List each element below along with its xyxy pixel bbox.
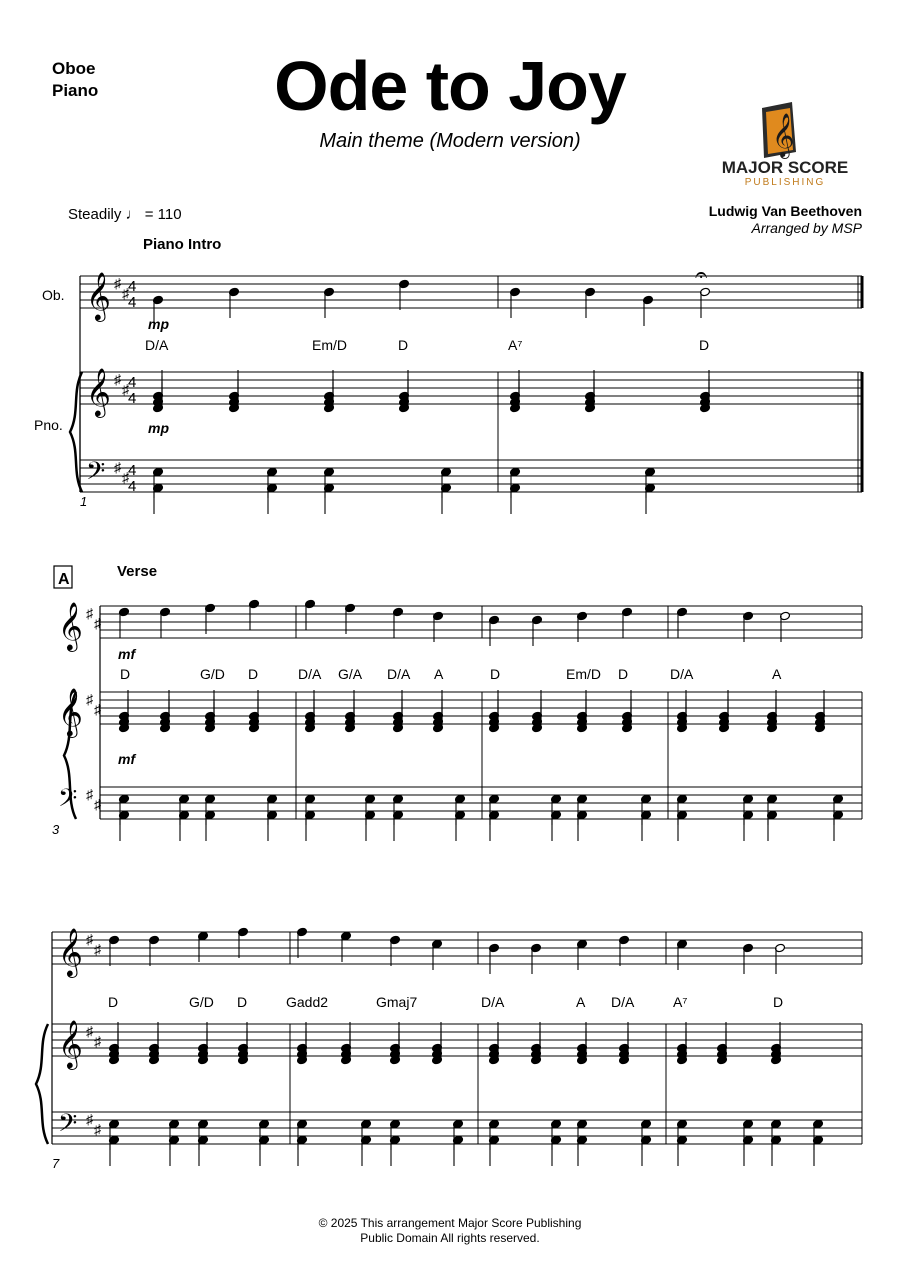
key-signature: ♯ [94, 615, 101, 631]
bass-clef-icon: 𝄢 [86, 458, 106, 491]
measure-number-3: 3 [52, 822, 60, 837]
bass-clef-icon: 𝄢 [58, 785, 78, 818]
rehearsal-mark-a: A [58, 571, 70, 588]
time-sig: 4 [128, 294, 137, 311]
chord-symbol: G/D [189, 994, 214, 1010]
dynamic-mf-piano: mf [118, 751, 136, 767]
chord-symbol: A⁷ [508, 337, 523, 353]
chord-symbol: Em/D [312, 337, 347, 353]
chord-symbol: D/A [611, 994, 635, 1010]
chord-symbol: D/A [670, 666, 694, 682]
chord-symbol: Gmaj7 [376, 994, 418, 1010]
time-sig: 4 [128, 374, 137, 391]
treble-clef-icon: 𝄞 [58, 928, 83, 975]
music-notation [36, 262, 862, 1166]
piano-label: Pno. [34, 417, 63, 433]
dynamic-mp-oboe: mp [148, 316, 169, 332]
composer-name: Ludwig Van Beethoven [708, 203, 862, 219]
publisher-subname: PUBLISHING [744, 177, 826, 188]
key-signature: ♯ [94, 1121, 101, 1137]
chord-symbol: D/A [298, 666, 322, 682]
chord-symbol: A [772, 666, 782, 682]
tempo-value: = 110 [144, 206, 182, 223]
chord-symbol: D [248, 666, 259, 682]
copyright-footer [0, 1216, 900, 1246]
chord-symbol: D [699, 337, 710, 353]
section-piano-intro: Piano Intro [143, 236, 222, 253]
score-title: Ode to Joy [274, 47, 626, 125]
chord-symbol: D [398, 337, 409, 353]
chord-symbol: D [237, 994, 248, 1010]
key-signature: ♯ [86, 691, 93, 707]
chord-symbol: D/A [145, 337, 169, 353]
publisher-name: MAJOR SCORE [721, 158, 849, 177]
arranger-name: Arranged by MSP [751, 220, 862, 236]
chord-symbol: A [434, 666, 444, 682]
key-signature: ♯ [114, 275, 121, 291]
oboe-label: Ob. [42, 287, 65, 303]
treble-clef-icon: 𝄞 [58, 688, 83, 735]
time-sig: 4 [128, 390, 137, 407]
treble-clef-icon: 𝄞 [58, 1020, 83, 1067]
chord-symbol: A [576, 994, 586, 1010]
rights-line: Public Domain All rights reserved. [360, 1231, 540, 1245]
quarter-note-icon: ♩ [125, 206, 141, 223]
fermata-icon: 𝄐 [695, 262, 708, 287]
dynamic-mf-oboe: mf [118, 646, 136, 662]
chord-symbol: D [108, 994, 119, 1010]
brace [36, 1024, 48, 1144]
key-signature: ♯ [94, 1033, 101, 1049]
treble-clef-icon: 𝄞 [772, 115, 795, 157]
score-subtitle: Main theme (Modern version) [319, 130, 581, 152]
key-signature: ♯ [86, 605, 93, 621]
section-verse: Verse [117, 563, 158, 580]
time-sig: 4 [128, 462, 137, 479]
measure-number-1: 1 [80, 494, 88, 509]
measure-number-7: 7 [52, 1156, 60, 1171]
chord-symbol: G/D [200, 666, 225, 682]
key-signature: ♯ [94, 941, 101, 957]
key-signature: ♯ [122, 381, 129, 397]
key-signature: ♯ [86, 1023, 93, 1039]
key-signature: ♯ [114, 459, 121, 475]
key-signature: ♯ [86, 786, 93, 802]
key-signature: ♯ [122, 285, 129, 301]
chord-symbol: G/A [338, 666, 363, 682]
key-signature: ♯ [94, 701, 101, 717]
key-signature: ♯ [94, 796, 101, 812]
key-signature: ♯ [114, 371, 121, 387]
dynamic-mp-piano: mp [148, 420, 169, 436]
treble-clef-icon: 𝄞 [86, 368, 111, 415]
key-signature: ♯ [122, 469, 129, 485]
treble-clef-icon: 𝄞 [86, 272, 111, 319]
copyright-line: © 2025 This arrangement Major Score Publishing [318, 1216, 582, 1230]
tempo-text: Steadily [68, 206, 122, 223]
chord-symbol: D [618, 666, 629, 682]
chord-symbol: Gadd2 [286, 994, 329, 1010]
chord-symbol: A⁷ [673, 994, 688, 1010]
chord-symbol: D [490, 666, 501, 682]
instrument-piano: Piano [52, 81, 99, 100]
instrument-oboe: Oboe [52, 59, 96, 78]
chord-symbol: D [120, 666, 131, 682]
treble-clef-icon: 𝄞 [58, 602, 83, 649]
chord-symbol: D/A [481, 994, 505, 1010]
time-sig: 4 [128, 278, 137, 295]
chord-symbol: D/A [387, 666, 411, 682]
chord-symbol: Em/D [566, 666, 601, 682]
key-signature: ♯ [86, 931, 93, 947]
key-signature: ♯ [86, 1111, 93, 1127]
bass-clef-icon: 𝄢 [58, 1110, 78, 1143]
time-sig: 4 [128, 478, 137, 495]
chord-symbol: D [773, 994, 784, 1010]
